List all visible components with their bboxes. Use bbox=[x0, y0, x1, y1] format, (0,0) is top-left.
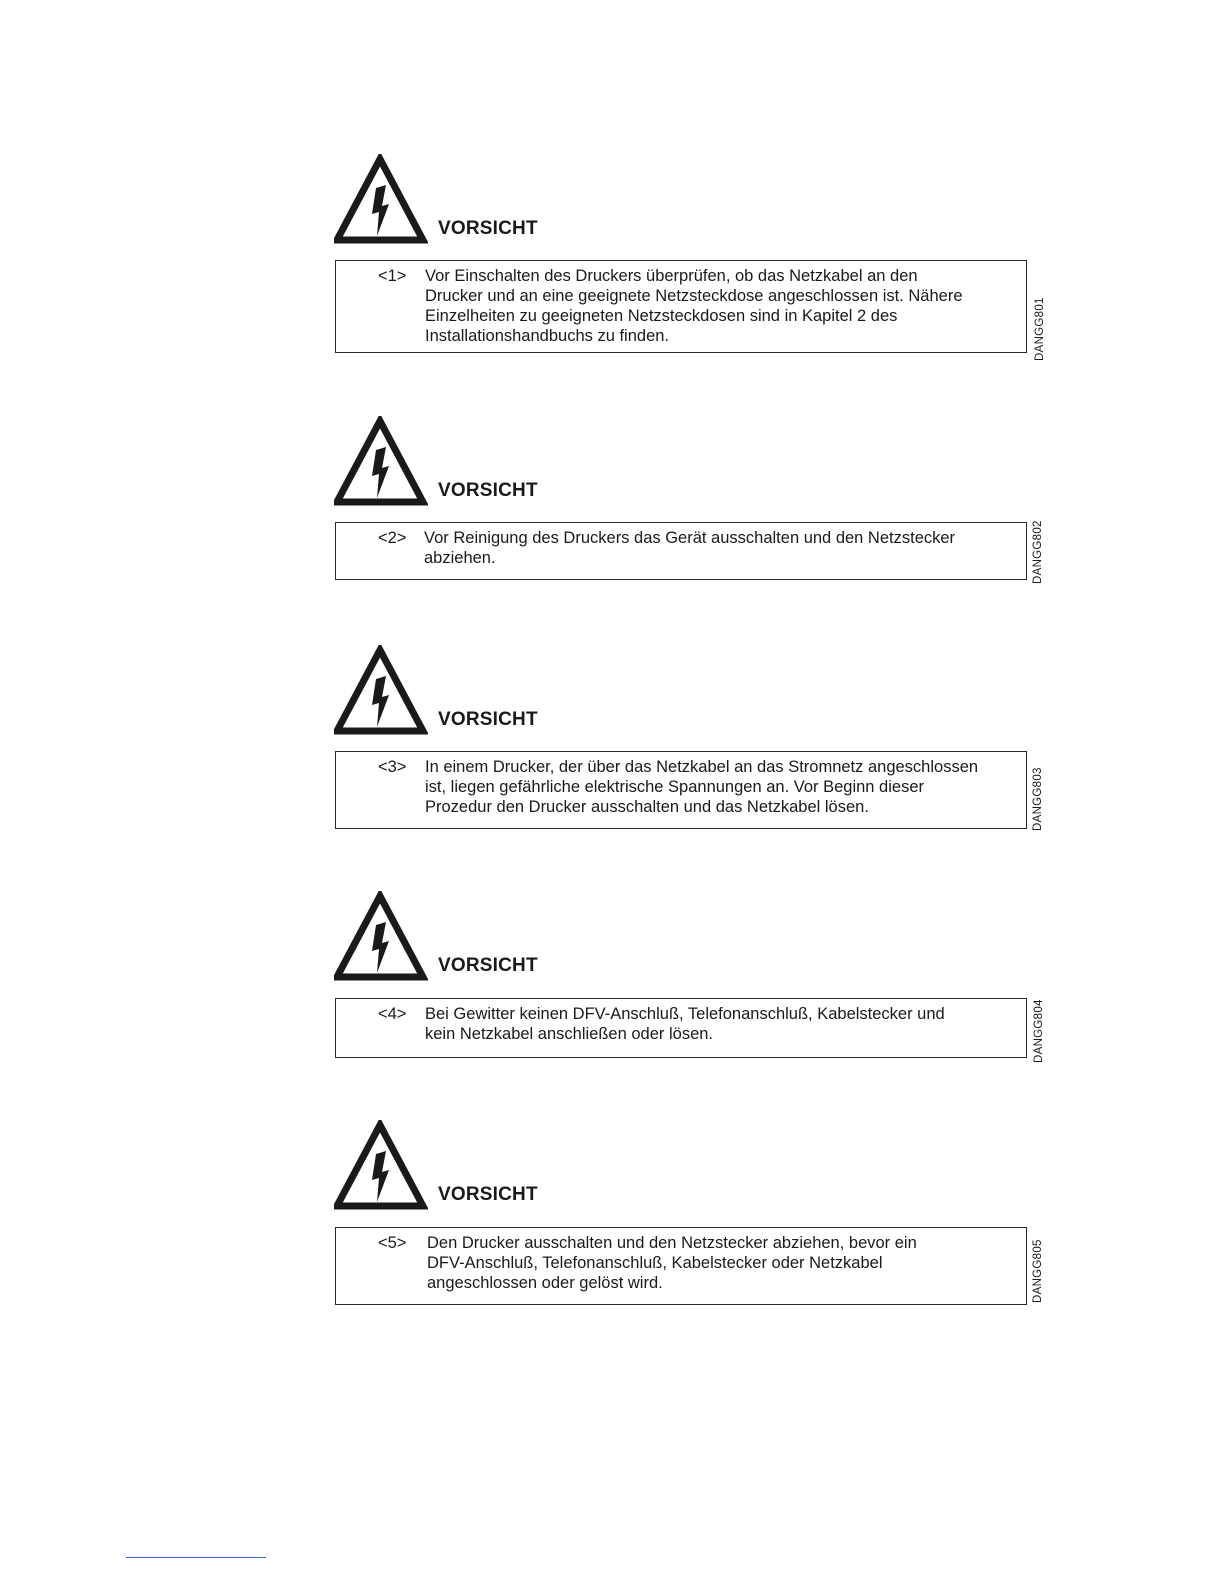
footer-rule bbox=[126, 1557, 266, 1558]
electrical-hazard-icon bbox=[334, 645, 428, 735]
caution-text: Vor Reinigung des Druckers das Gerät ausschalten und den Netzstecker abziehen. bbox=[424, 529, 956, 567]
caution-message-box bbox=[335, 522, 1027, 580]
caution-number: <2> bbox=[378, 529, 407, 547]
caution-text: In einem Drucker, der über das Netzkabel an das Stromnetz angeschlossen ist, liegen gefährliche elektrische Spannungen an. Vor Beginn dieser Prozedur den Drucker ausschalten und das Netzkabel lösen. bbox=[425, 758, 979, 816]
caution-notice-1 bbox=[334, 154, 1046, 364]
caution-number: <1> bbox=[378, 267, 407, 285]
caution-heading: VORSICHT bbox=[438, 955, 538, 976]
caution-text: Den Drucker ausschalten und den Netzstecker abziehen, bevor ein DFV-Anschluß, Telefonanschluß, Kabelstecker oder Netzkabel angeschlossen oder gelöst wird. bbox=[427, 1234, 917, 1292]
document-code: DANGG801 bbox=[1034, 297, 1046, 361]
caution-message-box bbox=[335, 998, 1027, 1058]
document-code: DANGG805 bbox=[1032, 1239, 1044, 1303]
caution-heading: VORSICHT bbox=[438, 480, 538, 501]
caution-number: <5> bbox=[378, 1234, 407, 1252]
caution-notice-4 bbox=[334, 891, 1046, 1071]
document-code: DANGG803 bbox=[1032, 767, 1044, 831]
caution-notice-5 bbox=[334, 1120, 1046, 1316]
caution-number: <3> bbox=[378, 758, 407, 776]
caution-text: Bei Gewitter keinen DFV-Anschluß, Telefonanschluß, Kabelstecker und kein Netzkabel anschließen oder lösen. bbox=[425, 1005, 945, 1043]
caution-notice-2 bbox=[334, 416, 1046, 592]
caution-heading: VORSICHT bbox=[438, 709, 538, 730]
document-code: DANGG804 bbox=[1033, 999, 1045, 1063]
caution-heading: VORSICHT bbox=[438, 1184, 538, 1205]
document-code: DANGG802 bbox=[1032, 520, 1044, 584]
electrical-hazard-icon bbox=[334, 154, 428, 244]
electrical-hazard-icon bbox=[334, 1120, 428, 1210]
electrical-hazard-icon bbox=[334, 891, 428, 981]
caution-message-box bbox=[335, 1227, 1027, 1305]
caution-message-box bbox=[335, 751, 1027, 829]
caution-text: Vor Einschalten des Druckers überprüfen, ob das Netzkabel an den Drucker und an eine geeignete Netzsteckdose angeschlossen ist. Nähere Einzelheiten zu geeigneten Netzsteckdosen sind in Kapitel 2 des Installationshandbuchs zu finden. bbox=[425, 267, 963, 345]
caution-message-box bbox=[335, 260, 1027, 353]
electrical-hazard-icon bbox=[334, 416, 428, 506]
caution-number: <4> bbox=[378, 1005, 407, 1023]
caution-notice-3 bbox=[334, 645, 1046, 841]
caution-heading: VORSICHT bbox=[438, 218, 538, 239]
